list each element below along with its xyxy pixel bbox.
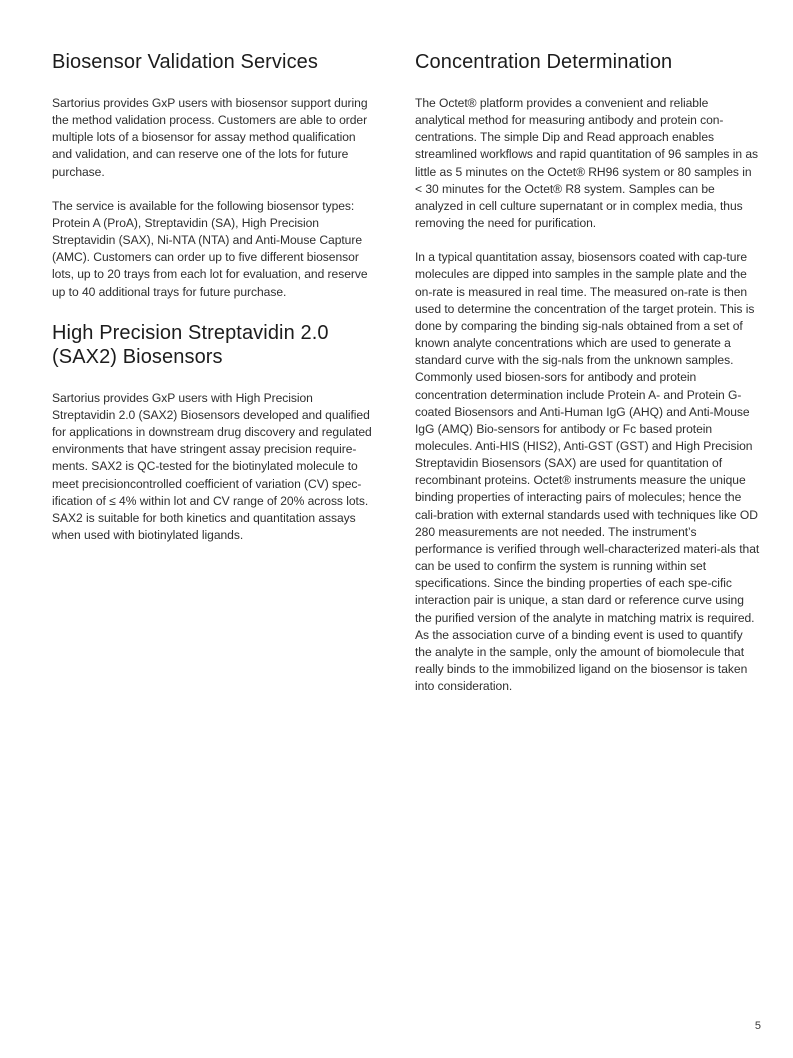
page-number: 5	[754, 1020, 761, 1032]
right-column	[415, 50, 760, 712]
left-column	[52, 50, 372, 561]
paragraph-octet-platform: The Octet® platform provides a convenient and reliable analytical method for measuring antibody and protein con-centrations. The simple Dip and Read approach enables streamlined workflows and rapid quantitation of 96 samples in as little as 5 minutes on the Octet® RH96 system or 80 samples in < 30 minutes for the Octet® R8 system. Samples can be analyzed in cell culture supernatant or in complex media, thus removing the need for purification.	[415, 96, 759, 231]
heading-biosensor-validation-services: Biosensor Validation Services	[52, 51, 318, 73]
paragraph-sax2-description: Sartorius provides GxP users with High Precision Streptavidin 2.0 (SAX2) Biosensors developed and qualified for applications in downstream drug discovery and regulated environments that have stringent assay precision require-ments. SAX2 is QC-tested for the biotinylated molecule to meet precisioncontrolled coefficient of variation (CV) spec-ification of ≤ 4% within lot and CV range of 20% across lots. SAX2 is suitable for both kinetics and quantitation assays when used with biotinylated ligands.	[52, 390, 372, 542]
paragraph-validation-intro: Sartorius provides GxP users with biosensor support during the method validation process. Customers are able to order multiple lots of a biosensor for assay method qualification and validation, and can reserve one of the lots for future purchase.	[52, 96, 368, 179]
paragraph-quantitation-assay: In a typical quantitation assay, biosensors coated with cap-ture molecules are dipped into samples in the sample plate and the on-rate is measured in real time. The measured on-rate is then used to determine the concentration of the target protein. This is done by comparing the binding sig-nals obtained from a set of known analyte concentrations which are used to generate a standard curve with the sig-nals from the unknown samples. Commonly used biosen-sors for antibody and protein concentration determination include Protein A- and Protein G-coated Biosensors and Anti-Human IgG (AHQ) and Anti-Mouse IgG (AMQ) Bio-sensors for antibody or Fc based protein molecules. Anti-HIS (HIS2), Anti-GST (GST) and High Precision Streptavidin Biosensors (SAX) are used for quantitation of recombinant proteins. Octet® instruments measure the unique binding properties of interacting pairs of molecules; hence the cali-bration with external standards used with techniques like OD 280 measurements are not needed. The instrument’s performance is verified through well-characterized materi-als that can be used to confirm the system is running within set specifications. Since the binding properties of each spe-cific interaction pair is unique, a stan dard or reference curve using the purified version of the analyte in matching matrix is required. As the association curve of a binding event is used to quantify the analyte in the sample, only the amount of biomolecule that really binds to the immobilized ligand on the biosensor is taken into consideration.	[415, 250, 760, 694]
heading-sax2-biosensors: High Precision Streptavidin 2.0 (SAX2) Biosensors	[52, 321, 329, 368]
paragraph-validation-service-types: The service is available for the following biosensor types: Protein A (ProA), Streptavidin (SA), High Precision Streptavidin (SAX), Ni-NTA (NTA) and Anti-Mouse Capture (AMC). Customers can order up to five different biosensor lots, up to 20 trays from each lot for evaluation, and reserve up to 40 additional trays for future purchase.	[52, 198, 368, 299]
heading-concentration-determination: Concentration Determination	[415, 51, 673, 73]
